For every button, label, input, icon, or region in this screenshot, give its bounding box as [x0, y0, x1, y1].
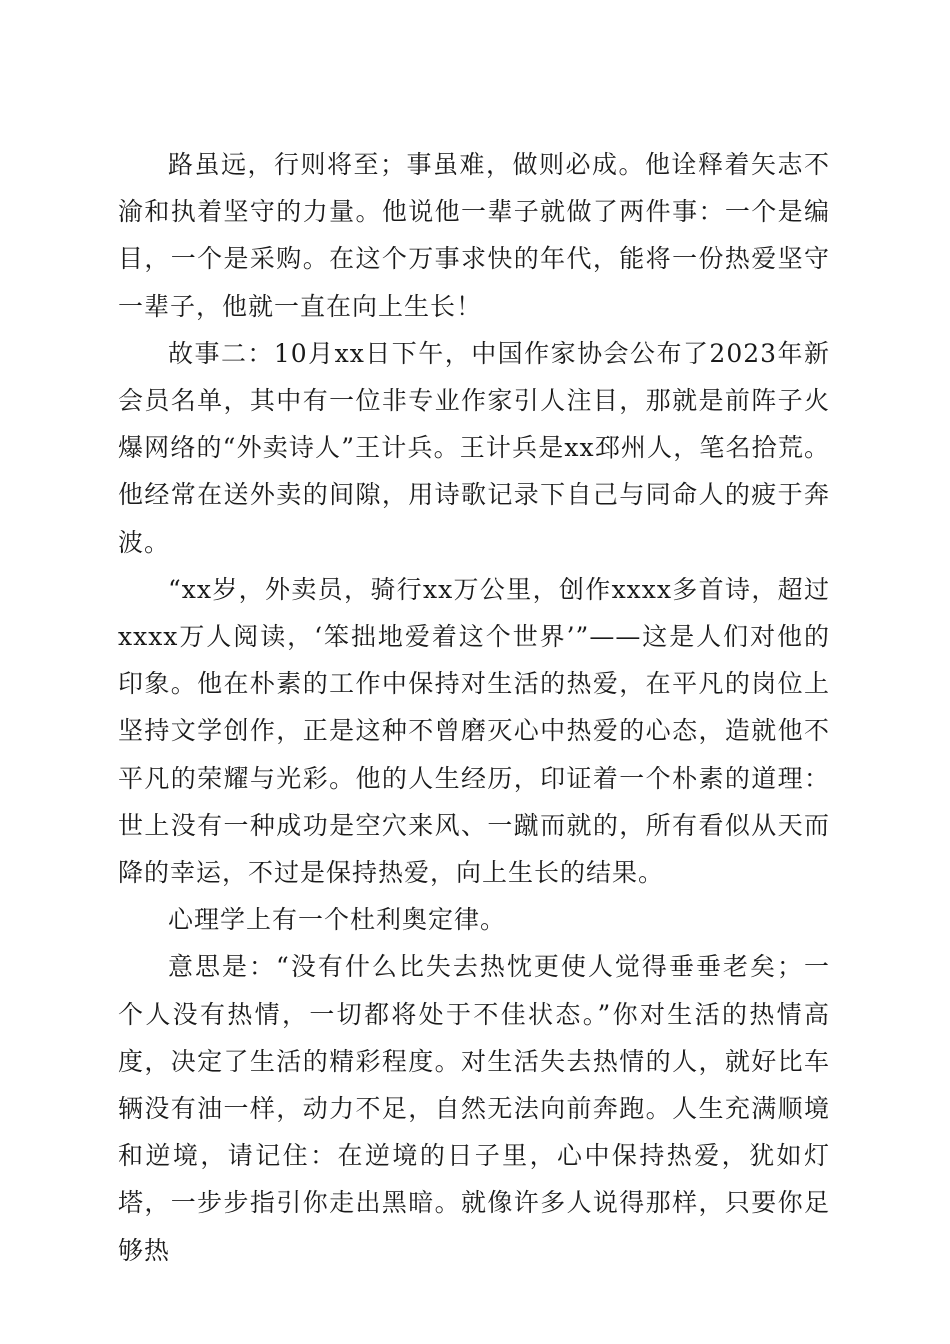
paragraph-law-meaning: 意思是：“没有什么比失去热忱更使人觉得垂垂老矣；一个人没有热情，一切都将处于不佳状态。”你对生活的热情高度，决定了生活的精彩程度。对生活失去热情的人，就好比车辆没有油一样，动力不足，自然无法向前奔跑。人生充满顺境和逆境，请记住：在逆境的日子里，心中保持热爱，犹如灯塔，一步步指引你走出黑暗。就像许多人说得那样，只要你足够热 [118, 952, 830, 1265]
paragraph-story-one-conclusion: 路虽远，行则将至；事虽难，做则必成。他诠释着矢志不渝和执着坚守的力量。他说他一辈子就做了两件事：一个是编目，一个是采购。在这个万事求快的年代，能将一份热爱坚守一辈子，他就一直在向上生长！ [118, 150, 830, 321]
paragraph-law-intro: 心理学上有一个杜利奥定律。 [168, 905, 507, 935]
paragraph-story-two: 故事二：10月xx日下午，中国作家协会公布了2023年新会员名单，其中有一位非专业作家引人注目，那就是前阵子火爆网络的“外卖诗人”王计兵。王计兵是xx邳州人，笔名拾荒。他经常在送外卖的间隙，用诗歌记录下自己与同命人的疲于奔波。 [118, 338, 830, 557]
document-body [118, 141, 830, 1274]
paragraph-poet-quote: “xx岁，外卖员，骑行xx万公里，创作xxxx多首诗，超过xxxx万人阅读，‘笨拙地爱着这个世界’”——这是人们对他的印象。他在朴素的工作中保持对生活的热爱，在平凡的岗位上坚持文学创作，正是这种不曾磨灭心中热爱的心态，造就他不平凡的荣耀与光彩。他的人生经历，印证着一个朴素的道理：世上没有一种成功是空穴来风、一蹴而就的，所有看似从天而降的幸运，不过是保持热爱，向上生长的结果。 [118, 574, 830, 888]
